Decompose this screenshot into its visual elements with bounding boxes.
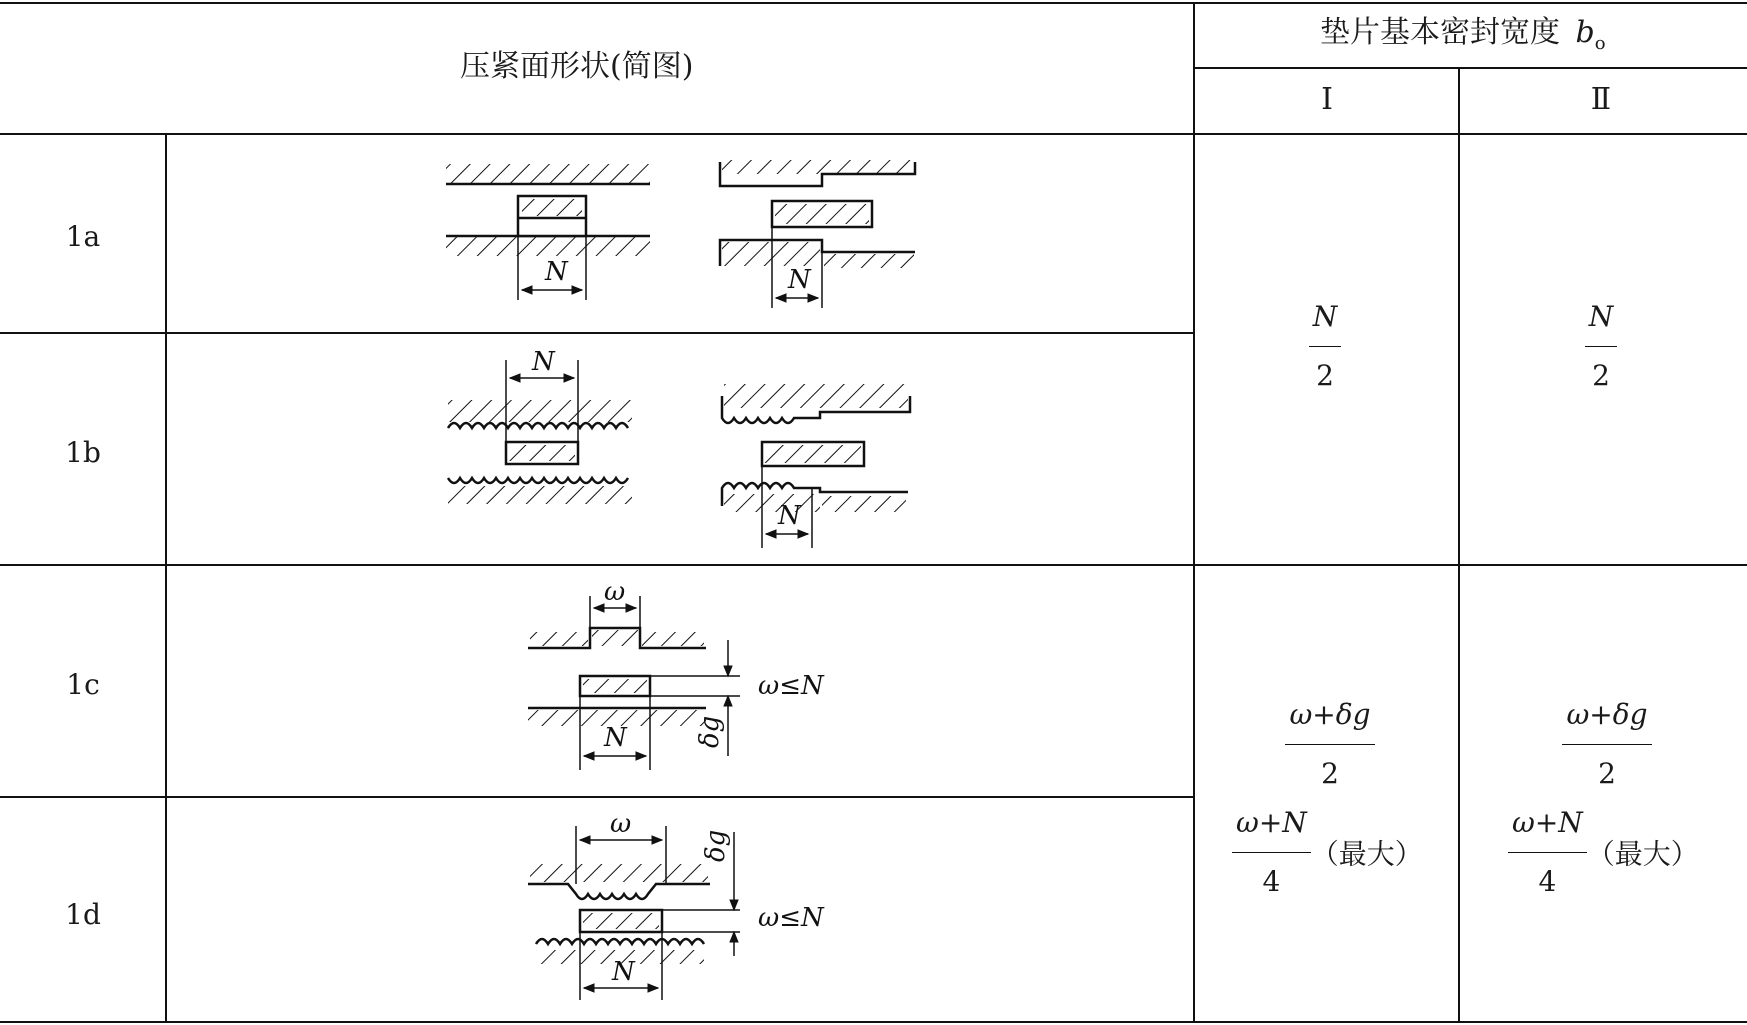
col-I-header: Ⅰ <box>1321 82 1333 117</box>
fraction-denominator: 2 <box>1316 359 1334 393</box>
dim-label-N-1b-right: N <box>778 501 801 531</box>
width-symbol: b <box>1575 15 1595 50</box>
dim-label-N-1a-right: N <box>788 265 811 295</box>
fraction-numerator: ω+δg <box>1566 698 1648 731</box>
row-label-1c: 1c <box>66 668 100 701</box>
row-label-1b: 1b <box>65 436 101 469</box>
fraction-denominator: 2 <box>1598 757 1616 791</box>
width-subscript: o <box>1594 33 1606 54</box>
dim-label-N-1c: N <box>604 723 627 753</box>
dim-label-delta-g-1d: δg <box>701 829 731 862</box>
fraction-denominator: 4 <box>1262 865 1281 899</box>
fraction-numerator: ω+N <box>1512 806 1583 839</box>
dim-label-omega-le-N-1c: ω≤N <box>758 671 824 701</box>
diagram-1b-left <box>448 360 632 504</box>
fraction-denominator: 4 <box>1538 865 1557 899</box>
max-note: （最大） <box>1310 837 1423 871</box>
diagram-1b-right <box>722 384 910 548</box>
fraction-denominator: 2 <box>1592 359 1610 393</box>
dim-label-omega-1c: ω <box>604 577 626 607</box>
fraction-numerator: ω+δg <box>1289 698 1371 731</box>
fraction-numerator: ω+N <box>1236 806 1307 839</box>
fraction-denominator: 2 <box>1321 757 1339 791</box>
fraction-numerator: N <box>1312 300 1338 333</box>
dim-label-omega-le-N-1d: ω≤N <box>758 903 824 933</box>
dim-label-omega-1d: ω <box>610 809 632 839</box>
row-label-1a: 1a <box>65 220 101 253</box>
max-note: （最大） <box>1586 837 1699 871</box>
dim-label-N-1a-left: N <box>545 257 568 287</box>
dim-label-N-1b-left: N <box>532 347 555 377</box>
row-label-1d: 1d <box>65 898 101 931</box>
col-II-header: Ⅱ <box>1590 82 1612 117</box>
dim-label-delta-g-1c: δg <box>695 715 725 748</box>
shape-column-title: 压紧面形状(简图) <box>460 49 694 84</box>
dim-label-N-1d: N <box>612 957 635 987</box>
fraction-numerator: N <box>1588 300 1614 333</box>
diagram-1a-right <box>720 160 915 308</box>
width-title: 垫片基本密封宽度 <box>1320 15 1560 50</box>
